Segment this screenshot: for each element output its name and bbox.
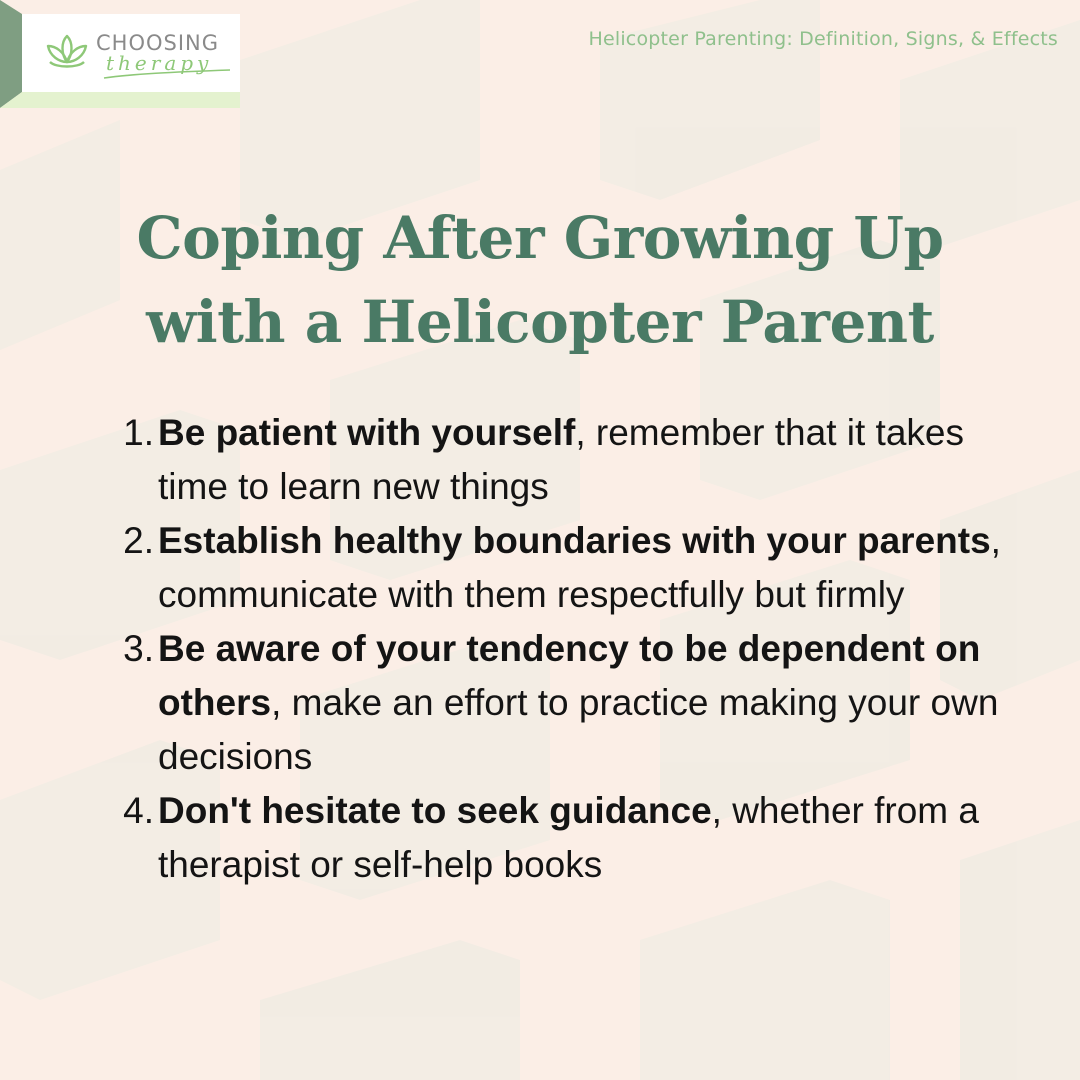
list-item [110,622,1030,784]
list-item-text: , communicate with them respectfully but firmly [158,520,1001,615]
tips-list [110,406,1030,892]
list-item-number: 4. [123,790,154,831]
page-title [0,196,1080,364]
logo-wordmark: CHOOSING [96,31,220,55]
list-item-number: 3. [123,628,154,669]
logo[interactable] [0,0,240,108]
list-item-bold-text: Don't hesitate to seek guidance [158,790,712,831]
leaf-logo-icon [42,32,92,74]
list-item-number: 1. [123,412,154,453]
list-item-text: , make an effort to practice making your own decisions [158,682,999,777]
list-item-number: 2. [123,520,154,561]
list-item-bold-text: Be aware of your tendency to be dependent on others [158,628,981,723]
logo-underline-swash [102,68,232,82]
list-item-text: , remember that it takes time to learn new things [158,412,964,507]
list-item [110,406,1030,514]
list-item [110,784,1030,892]
page-title-line-2: with a Helicopter Parent [146,288,934,356]
page-title-line-1: Coping After Growing Up [136,204,944,272]
article-title: Helicopter Parenting: Definition, Signs, & Effects [588,28,1058,50]
list-item-bold-text: Be patient with yourself [158,412,576,453]
list-item-bold-text: Establish healthy boundaries with your parents [158,520,991,561]
logo-card [22,14,240,92]
list-item-text: , whether from a therapist or self-help books [158,790,979,885]
logo-script-text: therapy [106,51,213,75]
list-item [110,514,1030,622]
